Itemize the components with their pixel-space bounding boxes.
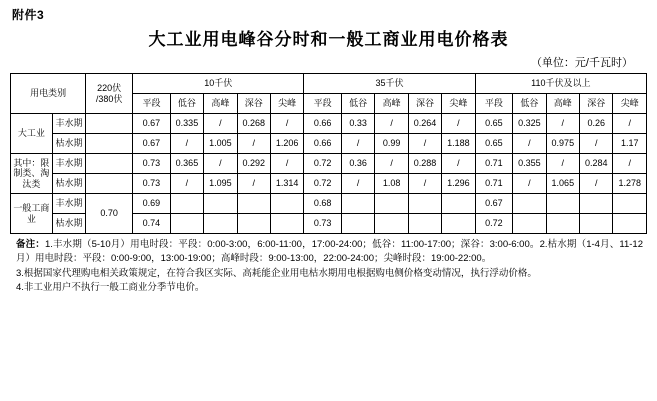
note-line-1 [16, 238, 643, 267]
cell: 1.095 [204, 174, 237, 194]
cell [237, 194, 270, 214]
cell [170, 194, 203, 214]
cell: / [408, 134, 441, 154]
header-period-10kv-0: 平段 [133, 94, 171, 114]
cell [408, 214, 441, 234]
header-period-10kv-1: 低谷 [170, 94, 203, 114]
row-season: 丰水期 [52, 154, 85, 174]
notes-label: 备注： [16, 239, 45, 250]
header-period-110kv-2: 高峰 [546, 94, 579, 114]
header-voltage-380-line2: /380伏 [95, 93, 123, 104]
header-voltage-380 [86, 74, 133, 114]
header-period-10kv-2: 高峰 [204, 94, 237, 114]
cell [408, 194, 441, 214]
cell [375, 194, 408, 214]
cell [341, 194, 374, 214]
cell: / [204, 154, 237, 174]
unit-note: （单位：元/千瓦时） [530, 57, 633, 69]
cell [613, 214, 647, 234]
cell: 0.268 [237, 114, 270, 134]
cell: / [580, 174, 613, 194]
cell: 0.355 [513, 154, 546, 174]
cell: 0.292 [237, 154, 270, 174]
row-category-daigongye: 大工业 [11, 114, 53, 154]
notes-section [16, 238, 643, 295]
cell: 0.335 [170, 114, 203, 134]
cell: 0.68 [304, 194, 342, 214]
cell: 1.065 [546, 174, 579, 194]
cell: 0.67 [133, 114, 171, 134]
header-period-10kv-3: 深谷 [237, 94, 270, 114]
cell-380v [86, 154, 133, 174]
row-season: 枯水期 [52, 174, 85, 194]
cell: 0.73 [133, 154, 171, 174]
cell: 0.365 [170, 154, 203, 174]
cell: / [204, 114, 237, 134]
cell: / [513, 134, 546, 154]
cell [270, 214, 303, 234]
page-title: 大工业用电峰谷分时和一般工商业用电价格表 [148, 30, 509, 49]
cell: / [375, 154, 408, 174]
table-row [11, 174, 647, 194]
note-item-2: 2.枯水期（1-4月、11-12月）用电时段：平段：0:00-9:00，13:00-19:00；高峰时段：9:00-13:00，22:00-24:00；尖峰时段：19:00-22:00。 [16, 239, 643, 265]
electricity-price-table [10, 73, 647, 234]
cell: / [408, 174, 441, 194]
cell [204, 214, 237, 234]
header-period-10kv-4: 尖峰 [270, 94, 303, 114]
cell: 0.74 [133, 214, 171, 234]
cell: / [442, 154, 475, 174]
cell: 0.325 [513, 114, 546, 134]
cell: / [170, 174, 203, 194]
cell [442, 194, 475, 214]
header-period-110kv-3: 深谷 [580, 94, 613, 114]
cell: / [270, 114, 303, 134]
cell: 0.72 [304, 174, 342, 194]
cell [513, 214, 546, 234]
cell: 0.65 [475, 114, 513, 134]
table-header-row-groups [11, 74, 647, 94]
cell: / [341, 174, 374, 194]
cell [580, 194, 613, 214]
cell: 0.99 [375, 134, 408, 154]
row-category-general: 一般工商业 [11, 194, 53, 234]
cell: 0.73 [133, 174, 171, 194]
cell: 0.69 [133, 194, 171, 214]
cell [580, 214, 613, 234]
cell: 0.72 [304, 154, 342, 174]
table-row [11, 134, 647, 154]
cell: 1.296 [442, 174, 475, 194]
cell: 1.314 [270, 174, 303, 194]
table-row [11, 114, 647, 134]
note-item-4-line: 4.非工业用户不执行一般工商业分季节电价。 [16, 281, 205, 293]
cell: 0.67 [475, 194, 513, 214]
cell: / [513, 174, 546, 194]
cell: / [613, 114, 647, 134]
cell: 0.66 [304, 134, 342, 154]
header-category: 用电类别 [11, 74, 86, 114]
cell-380v [86, 114, 133, 134]
cell [613, 194, 647, 214]
cell: / [341, 134, 374, 154]
cell: / [170, 134, 203, 154]
row-season: 丰水期 [52, 194, 85, 214]
cell [546, 194, 579, 214]
header-voltage-380-line1: 220伏 [97, 83, 122, 94]
header-voltage-35kv: 35千伏 [304, 74, 475, 94]
header-period-35kv-4: 尖峰 [442, 94, 475, 114]
cell: / [613, 154, 647, 174]
cell: 0.264 [408, 114, 441, 134]
cell: 1.188 [442, 134, 475, 154]
row-season: 枯水期 [52, 134, 85, 154]
cell: 0.26 [580, 114, 613, 134]
table-row [11, 194, 647, 214]
cell: 0.73 [304, 214, 342, 234]
cell [237, 214, 270, 234]
row-season: 丰水期 [52, 114, 85, 134]
cell: 0.36 [341, 154, 374, 174]
cell: 0.975 [546, 134, 579, 154]
cell: / [237, 174, 270, 194]
cell [341, 214, 374, 234]
row-category-restricted: 其中：限制类、淘汰类 [11, 154, 53, 194]
cell: / [375, 114, 408, 134]
header-period-110kv-0: 平段 [475, 94, 513, 114]
header-period-35kv-0: 平段 [304, 94, 342, 114]
cell: / [442, 114, 475, 134]
cell: 1.005 [204, 134, 237, 154]
cell: / [237, 134, 270, 154]
cell: 0.71 [475, 174, 513, 194]
header-period-110kv-4: 尖峰 [613, 94, 647, 114]
note-item-1: 1.丰水期（5-10月）用电时段：平段：0:00-3:00，6:00-11:00，17:00-24:00；低谷：11:00-17:00；深谷：3:00-6:00。 [44, 239, 540, 250]
cell: 0.65 [475, 134, 513, 154]
note-item-3-line: 3.根据国家代理购电相关政策规定，在符合我区实际、高耗能企业用电枯水期用电根据购电侧价格变动情况，执行浮动价格。 [16, 267, 537, 279]
cell: 0.33 [341, 114, 374, 134]
cell-380v [86, 134, 133, 154]
cell: / [546, 114, 579, 134]
header-voltage-10kv: 10千伏 [133, 74, 304, 94]
table-row [11, 154, 647, 174]
cell: / [580, 134, 613, 154]
header-period-35kv-2: 高峰 [375, 94, 408, 114]
cell-380v-merged: 0.70 [86, 194, 133, 234]
cell: 0.288 [408, 154, 441, 174]
cell: 0.66 [304, 114, 342, 134]
cell: 0.71 [475, 154, 513, 174]
cell: 0.72 [475, 214, 513, 234]
cell: 1.278 [613, 174, 647, 194]
cell [513, 194, 546, 214]
cell [204, 194, 237, 214]
cell: / [546, 154, 579, 174]
cell: / [270, 154, 303, 174]
header-period-35kv-3: 深谷 [408, 94, 441, 114]
header-period-110kv-1: 低谷 [513, 94, 546, 114]
cell [546, 214, 579, 234]
cell [375, 214, 408, 234]
header-period-35kv-1: 低谷 [341, 94, 374, 114]
row-season: 枯水期 [52, 214, 85, 234]
cell: 0.67 [133, 134, 171, 154]
cell [442, 214, 475, 234]
cell [270, 194, 303, 214]
cell: 1.17 [613, 134, 647, 154]
cell-380v [86, 174, 133, 194]
attachment-label: 附件3 [12, 8, 45, 22]
cell: 0.284 [580, 154, 613, 174]
cell: 1.08 [375, 174, 408, 194]
cell: 1.206 [270, 134, 303, 154]
cell [170, 214, 203, 234]
header-voltage-110kv: 110千伏及以上 [475, 74, 646, 94]
